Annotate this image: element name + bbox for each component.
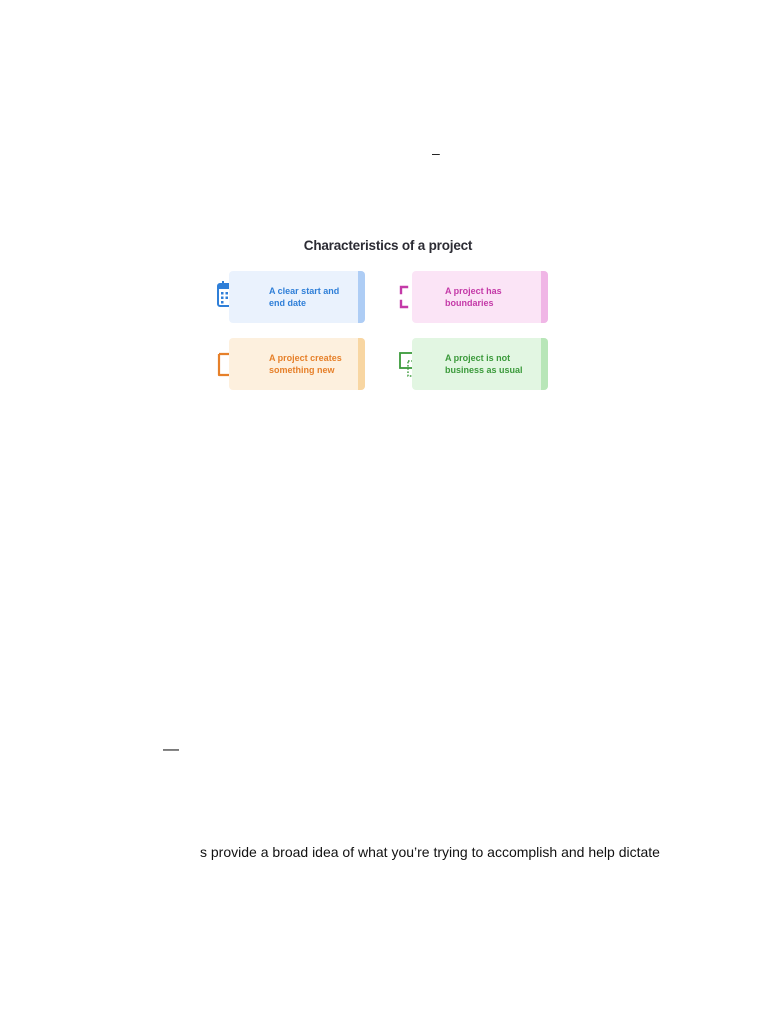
card-label: A project is not business as usual <box>445 353 523 375</box>
card-accent-bar <box>541 338 548 390</box>
card-label: A project has boundaries <box>445 286 502 308</box>
card-start-end-date <box>229 271 365 323</box>
card-label: A clear start and end date <box>269 286 340 308</box>
card-accent-bar <box>358 338 365 390</box>
card-creates-something-new <box>229 338 365 390</box>
card-boundaries <box>412 271 548 323</box>
dash-mark: – <box>432 145 440 161</box>
body-text-line: s provide a broad idea of what you’re trying to accomplish and help dictate <box>200 844 660 860</box>
figure-title: Characteristics of a project <box>303 238 473 253</box>
dash-mark: — <box>163 741 179 758</box>
card-label: A project creates something new <box>269 353 342 375</box>
card-accent-bar <box>541 271 548 323</box>
card-not-business-as-usual <box>412 338 548 390</box>
card-accent-bar <box>358 271 365 323</box>
characteristics-figure <box>212 236 556 400</box>
